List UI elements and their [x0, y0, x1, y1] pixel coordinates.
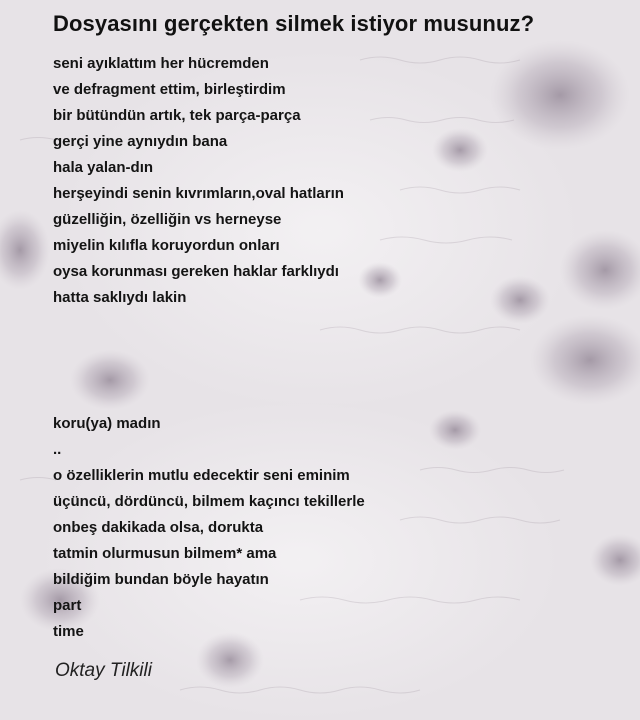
- stanza-1: [53, 51, 344, 311]
- poem-author: Oktay Tilkili: [55, 660, 152, 681]
- poem-title: Dosyasını gerçekten silmek istiyor musunuz?: [53, 11, 535, 36]
- poem-line: hala yalan-dın: [53, 159, 154, 176]
- stanza-2: [53, 411, 365, 645]
- poem-line: hatta saklıydı lakin: [53, 289, 187, 306]
- poem-line: ..: [53, 441, 62, 458]
- poem-line: onbeş dakikada olsa, dorukta: [53, 519, 264, 536]
- poem-line: seni ayıklattım her hücremden: [53, 55, 269, 72]
- poem-line: bir bütündün artık, tek parça-parça: [53, 107, 301, 124]
- poem-line: herşeyindi senin kıvrımların,oval hatların: [53, 185, 344, 202]
- poem-line: güzelliğin, özelliğin vs herneyse: [53, 211, 282, 228]
- poem-line: bildiğim bundan böyle hayatın: [53, 571, 269, 588]
- poem-line: koru(ya) madın: [53, 415, 161, 432]
- poem-line: üçüncü, dördüncü, bilmem kaçıncı tekillerle: [53, 493, 365, 510]
- poem-line: part: [53, 597, 82, 614]
- poem-line: oysa korunması gereken haklar farklıydı: [53, 263, 339, 280]
- poem-line: ve defragment ettim, birleştirdim: [53, 81, 286, 98]
- poem-line: o özelliklerin mutlu edecektir seni eminim: [53, 467, 350, 484]
- poem-line: miyelin kılıfla koruyordun onları: [53, 237, 280, 254]
- poem-line: tatmin olurmusun bilmem* ama: [53, 545, 277, 562]
- poem-line: time: [53, 623, 84, 640]
- poem-line: gerçi yine aynıydın bana: [53, 133, 228, 150]
